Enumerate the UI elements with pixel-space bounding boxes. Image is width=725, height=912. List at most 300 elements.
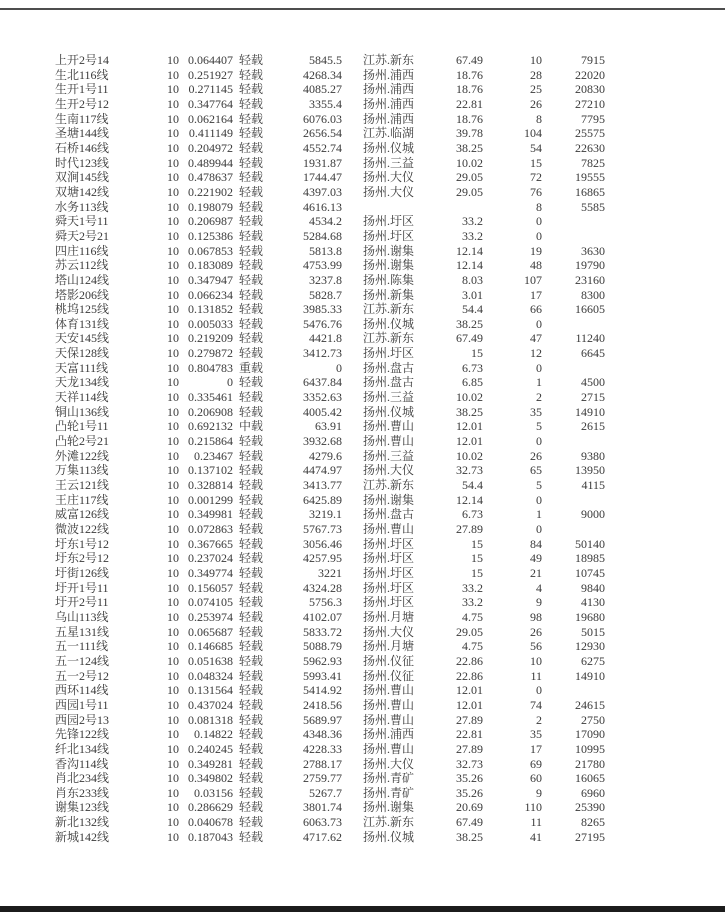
cell-ratio: 0.187043 [188, 829, 233, 844]
cell-load_status: 轻载 [239, 595, 264, 610]
cell-region: 扬州.新集 [363, 287, 415, 302]
table-row [55, 742, 605, 757]
cell-num4 [542, 214, 605, 229]
cell-load_status: 轻载 [239, 258, 264, 273]
cell-ratio: 0.347764 [188, 96, 233, 111]
cell-ratio: 0.062164 [188, 111, 233, 126]
cell-num1: 10 [167, 302, 179, 317]
cell-num1: 10 [167, 243, 179, 258]
table-row [55, 610, 605, 625]
table-row [55, 317, 605, 332]
cell-line_name: 纤北134线 [55, 741, 110, 756]
cell-count: 47 [530, 331, 542, 346]
table-row [55, 566, 605, 581]
cell-region: 扬州.圩区 [363, 565, 415, 580]
cell-num2: 4474.97 [303, 463, 342, 478]
cell-line_name: 舜天1号11 [55, 214, 109, 229]
cell-ratio: 0.367665 [188, 536, 233, 551]
cell-num3: 12.01 [456, 434, 483, 449]
cell-load_status: 轻载 [239, 478, 264, 493]
cell-line_name: 桃坞125线 [55, 302, 110, 317]
cell-ratio: 0.271145 [188, 82, 233, 97]
table-row [55, 258, 605, 273]
cell-region: 扬州.曹山 [363, 522, 415, 536]
cell-ratio: 0.051638 [188, 653, 233, 668]
cell-count: 10 [530, 53, 542, 67]
table-row [55, 346, 605, 361]
cell-region: 扬州.曹山 [363, 741, 415, 756]
cell-region: 江苏.新东 [363, 331, 415, 346]
cell-load_status: 轻载 [239, 551, 264, 566]
table-row [55, 288, 605, 303]
line-data-table [55, 53, 605, 844]
table-row [55, 493, 605, 508]
cell-num4 [542, 434, 605, 449]
cell-num3: 10.02 [456, 390, 483, 405]
cell-line_name: 圩东2号12 [55, 551, 110, 566]
cell-count: 0 [536, 228, 542, 243]
cell-num2: 5833.72 [303, 624, 342, 639]
cell-load_status: 轻载 [239, 228, 264, 243]
cell-ratio: 0.001299 [188, 492, 233, 507]
cell-num4: 10745 [575, 565, 605, 580]
cell-num2: 5414.92 [303, 683, 342, 698]
cell-line_name: 外滩122线 [55, 448, 110, 463]
cell-line_name: 四庄116线 [55, 243, 109, 258]
cell-load_status: 轻载 [239, 727, 264, 742]
cell-num3: 22.81 [456, 727, 483, 742]
cell-region: 扬州.圩区 [363, 536, 415, 551]
cell-num3: 6.85 [462, 375, 483, 390]
cell-num1: 10 [167, 639, 179, 654]
cell-num4: 8265 [581, 815, 605, 830]
cell-line_name: 水务113线 [55, 199, 109, 214]
cell-load_status: 轻载 [239, 536, 264, 551]
table-row [55, 405, 605, 420]
cell-load_status: 轻载 [239, 771, 264, 786]
cell-line_name: 凸轮2号21 [55, 434, 110, 449]
cell-ratio: 0.411149 [188, 126, 233, 141]
cell-load_status: 轻载 [239, 390, 264, 405]
cell-count: 1 [536, 375, 542, 390]
cell-region: 扬州.圩区 [363, 228, 415, 243]
cell-num4: 22020 [575, 67, 605, 82]
cell-line_name: 生开1号11 [55, 82, 109, 97]
cell-num3: 35.26 [456, 785, 483, 800]
cell-load_status: 轻载 [239, 67, 264, 82]
cell-ratio: 0.198079 [188, 199, 233, 214]
cell-num4: 19555 [575, 170, 605, 185]
cell-count: 35 [530, 404, 542, 419]
cell-num2: 1931.87 [303, 155, 342, 170]
cell-num2: 5993.41 [303, 668, 342, 683]
table-row [55, 698, 605, 713]
cell-num3 [430, 200, 483, 215]
cell-region: 江苏.新东 [363, 302, 415, 317]
cell-ratio: 0.156057 [188, 580, 233, 595]
cell-num3: 3.01 [462, 287, 483, 302]
cell-num4: 7795 [581, 111, 605, 126]
cell-num3: 67.49 [456, 331, 483, 346]
cell-count: 66 [530, 302, 542, 317]
cell-count: 0 [536, 316, 542, 331]
cell-num4: 20830 [575, 82, 605, 97]
cell-num1: 10 [167, 522, 179, 536]
cell-num4: 25575 [575, 126, 605, 141]
cell-num4: 9000 [581, 507, 605, 522]
cell-num1: 10 [167, 360, 179, 375]
cell-num1: 10 [167, 756, 179, 771]
table-row [55, 522, 605, 537]
cell-num1: 10 [167, 184, 179, 199]
cell-count: 41 [530, 829, 542, 844]
table-row [55, 551, 605, 566]
cell-num4: 2615 [581, 419, 605, 434]
cell-num1: 10 [167, 316, 179, 331]
cell-num3: 27.89 [456, 712, 483, 727]
cell-ratio: 0.804783 [188, 360, 233, 375]
cell-num3: 27.89 [456, 522, 483, 536]
table-row [55, 830, 605, 845]
cell-region: 扬州.谢集 [363, 492, 415, 507]
cell-num2: 5845.5 [309, 53, 342, 67]
cell-num3: 15 [471, 536, 483, 551]
cell-count: 19 [530, 243, 542, 258]
cell-load_status: 重载 [239, 360, 264, 375]
cell-region: 扬州.仪征 [363, 653, 415, 668]
cell-num1: 10 [167, 580, 179, 595]
cell-num1: 10 [167, 536, 179, 551]
cell-region: 扬州.圩区 [363, 551, 415, 566]
cell-num2: 4397.03 [303, 184, 342, 199]
cell-ratio: 0.066234 [188, 287, 233, 302]
cell-line_name: 五一2号12 [55, 668, 110, 683]
cell-load_status: 轻载 [239, 346, 264, 361]
cell-load_status: 轻载 [239, 785, 264, 800]
cell-region: 扬州.盘古 [363, 375, 415, 390]
cell-num3: 27.89 [456, 741, 483, 756]
cell-line_name: 微波122线 [55, 522, 110, 536]
cell-num4: 19790 [575, 258, 605, 273]
cell-num4: 2750 [581, 712, 605, 727]
cell-num2: 6425.89 [303, 492, 342, 507]
cell-num4: 5585 [581, 199, 605, 214]
cell-num4: 16065 [575, 771, 605, 786]
cell-load_status: 轻载 [239, 507, 264, 522]
cell-ratio: 0.23467 [194, 448, 233, 463]
cell-num2: 3932.68 [303, 434, 342, 449]
cell-num4: 9380 [581, 448, 605, 463]
cell-line_name: 天龙134线 [55, 375, 110, 390]
cell-region: 扬州.浦西 [363, 727, 415, 742]
cell-num3: 22.81 [456, 96, 483, 111]
cell-num1: 10 [167, 624, 179, 639]
cell-region: 扬州.三益 [363, 448, 415, 463]
cell-ratio: 0.347947 [188, 272, 233, 287]
top-horizontal-rule [0, 8, 725, 10]
cell-num3: 12.14 [456, 243, 483, 258]
cell-line_name: 生南117线 [55, 111, 109, 126]
cell-num3: 38.25 [456, 404, 483, 419]
cell-num2: 3219.1 [309, 507, 342, 522]
cell-num1: 10 [167, 96, 179, 111]
cell-ratio: 0.14822 [194, 727, 233, 742]
cell-load_status: 中载 [239, 419, 264, 434]
cell-num2: 4552.74 [303, 140, 342, 155]
cell-num4 [542, 317, 605, 332]
cell-count: 17 [530, 287, 542, 302]
cell-region: 江苏.新东 [363, 53, 415, 67]
table-row [55, 727, 605, 742]
cell-ratio: 0.219209 [188, 331, 233, 346]
cell-ratio: 0.067853 [188, 243, 233, 258]
cell-line_name: 凸轮1号11 [55, 419, 109, 434]
table-row [55, 214, 605, 229]
cell-count: 65 [530, 463, 542, 478]
table-row [55, 112, 605, 127]
cell-load_status: 轻载 [239, 741, 264, 756]
cell-num4 [542, 361, 605, 376]
cell-num2: 3801.74 [303, 800, 342, 815]
cell-num2: 6076.03 [303, 111, 342, 126]
cell-num4: 6275 [581, 653, 605, 668]
cell-num2: 3413.77 [303, 478, 342, 493]
cell-count: 8 [536, 111, 542, 126]
cell-num3: 20.69 [456, 800, 483, 815]
cell-ratio: 0.137102 [188, 463, 233, 478]
cell-load_status: 轻载 [239, 434, 264, 449]
cell-num4: 7825 [581, 155, 605, 170]
cell-num1: 10 [167, 478, 179, 493]
cell-region: 扬州.仪城 [363, 829, 415, 844]
cell-num1: 10 [167, 53, 179, 67]
cell-num1: 10 [167, 815, 179, 830]
cell-num1: 10 [167, 170, 179, 185]
cell-load_status: 轻载 [239, 609, 264, 624]
cell-line_name: 新北132线 [55, 815, 110, 830]
cell-num2: 3352.63 [303, 390, 342, 405]
cell-num3: 18.76 [456, 111, 483, 126]
cell-ratio: 0.286629 [188, 800, 233, 815]
cell-count: 26 [530, 624, 542, 639]
cell-num3: 12.14 [456, 492, 483, 507]
cell-num3: 33.2 [462, 595, 483, 610]
cell-num4: 27210 [575, 96, 605, 111]
cell-ratio: 0.065687 [188, 624, 233, 639]
table-row [55, 53, 605, 68]
cell-region: 扬州.曹山 [363, 434, 415, 449]
cell-count: 4 [536, 580, 542, 595]
cell-ratio: 0.074105 [188, 595, 233, 610]
cell-num4: 10995 [575, 741, 605, 756]
cell-num4: 25390 [575, 800, 605, 815]
cell-num3: 10.02 [456, 155, 483, 170]
cell-line_name: 五星131线 [55, 624, 110, 639]
cell-num4: 13950 [575, 463, 605, 478]
cell-line_name: 香沟114线 [55, 756, 109, 771]
cell-num1: 10 [167, 785, 179, 800]
cell-line_name: 圩街126线 [55, 565, 110, 580]
cell-num3: 6.73 [462, 360, 483, 375]
cell-line_name: 时代123线 [55, 155, 110, 170]
cell-num3: 4.75 [462, 609, 483, 624]
cell-num2: 2656.54 [303, 126, 342, 141]
table-row [55, 669, 605, 684]
cell-num1: 10 [167, 565, 179, 580]
cell-region: 扬州.三益 [363, 155, 415, 170]
cell-num3: 33.2 [462, 228, 483, 243]
cell-load_status: 轻载 [239, 170, 264, 185]
cell-load_status: 轻载 [239, 316, 264, 331]
cell-load_status: 轻载 [239, 829, 264, 844]
cell-num2: 3056.46 [303, 536, 342, 551]
cell-line_name: 威富126线 [55, 507, 110, 522]
cell-line_name: 上开2号14 [55, 53, 110, 67]
cell-ratio: 0.048324 [188, 668, 233, 683]
cell-num4: 22630 [575, 140, 605, 155]
cell-num2: 5267.7 [309, 785, 342, 800]
cell-num2: 6437.84 [303, 375, 342, 390]
cell-ratio: 0.146685 [188, 639, 233, 654]
cell-region: 扬州.大仪 [363, 756, 415, 771]
cell-region: 扬州.谢集 [363, 243, 415, 258]
cell-num3: 38.25 [456, 140, 483, 155]
cell-num1: 10 [167, 712, 179, 727]
cell-region: 扬州.谢集 [363, 800, 415, 815]
table-row [55, 419, 605, 434]
cell-count: 0 [536, 214, 542, 229]
cell-count: 28 [530, 67, 542, 82]
cell-line_name: 新城142线 [55, 829, 110, 844]
cell-num2: 5689.97 [303, 712, 342, 727]
cell-line_name: 王庄117线 [55, 492, 109, 507]
cell-num1: 10 [167, 668, 179, 683]
cell-num3: 29.05 [456, 624, 483, 639]
cell-num2: 4228.33 [303, 741, 342, 756]
cell-region: 扬州.大仪 [363, 170, 415, 185]
cell-region: 扬州.大仪 [363, 463, 415, 478]
cell-region: 扬州.三益 [363, 390, 415, 405]
cell-num1: 10 [167, 829, 179, 844]
cell-num3: 22.86 [456, 653, 483, 668]
cell-num1: 10 [167, 463, 179, 478]
cell-num3: 33.2 [462, 580, 483, 595]
cell-count: 9 [536, 595, 542, 610]
cell-region: 扬州.仪城 [363, 316, 415, 331]
cell-line_name: 西园2号13 [55, 712, 110, 727]
table-row [55, 244, 605, 259]
cell-ratio: 0.240245 [188, 741, 233, 756]
cell-num2: 5476.76 [303, 316, 342, 331]
cell-num1: 10 [167, 331, 179, 346]
cell-num2: 6063.73 [303, 815, 342, 830]
cell-num4: 4115 [581, 478, 605, 493]
cell-num3: 12.01 [456, 419, 483, 434]
cell-num3: 12.14 [456, 258, 483, 273]
cell-num3: 12.01 [456, 697, 483, 712]
cell-num2: 3237.8 [309, 272, 342, 287]
cell-load_status: 轻载 [239, 565, 264, 580]
cell-region: 扬州.盘古 [363, 360, 415, 375]
cell-region: 扬州.仪征 [363, 668, 415, 683]
table-row [55, 141, 605, 156]
cell-num3: 22.86 [456, 668, 483, 683]
cell-region: 扬州.陈集 [363, 272, 415, 287]
cell-region: 扬州.浦西 [363, 111, 415, 126]
cell-load_status: 轻载 [239, 756, 264, 771]
cell-line_name: 塔山124线 [55, 272, 110, 287]
cell-num2: 4268.34 [303, 67, 342, 82]
cell-line_name: 万集113线 [55, 463, 109, 478]
table-row [55, 771, 605, 786]
cell-num3: 32.73 [456, 756, 483, 771]
table-row [55, 786, 605, 801]
cell-num2: 1744.47 [303, 170, 342, 185]
cell-count: 74 [530, 697, 542, 712]
cell-count: 107 [524, 272, 542, 287]
cell-line_name: 生北116线 [55, 67, 109, 82]
cell-region: 扬州.浦西 [363, 82, 415, 97]
cell-num1: 10 [167, 140, 179, 155]
cell-num3: 33.2 [462, 214, 483, 229]
cell-line_name: 五一124线 [55, 653, 110, 668]
cell-num1: 10 [167, 346, 179, 361]
cell-ratio: 0.253974 [188, 609, 233, 624]
cell-ratio: 0.072863 [188, 522, 233, 536]
cell-num1: 10 [167, 492, 179, 507]
cell-ratio: 0.237024 [188, 551, 233, 566]
cell-load_status: 轻载 [239, 126, 264, 141]
cell-num3: 12.01 [456, 683, 483, 698]
cell-region: 江苏.临湖 [363, 126, 415, 141]
cell-load_status: 轻载 [239, 800, 264, 815]
cell-region: 扬州.青矿 [363, 771, 415, 786]
cell-region: 扬州.谢集 [363, 258, 415, 273]
cell-load_status: 轻载 [239, 82, 264, 97]
cell-count: 21 [530, 565, 542, 580]
cell-num4: 16605 [575, 302, 605, 317]
cell-count: 0 [536, 522, 542, 536]
cell-num4: 19680 [575, 609, 605, 624]
cell-num3: 54.4 [462, 302, 483, 317]
table-row [55, 229, 605, 244]
cell-num4: 3630 [581, 243, 605, 258]
cell-ratio: 0.251927 [188, 67, 233, 82]
cell-load_status: 轻载 [239, 214, 264, 229]
cell-load_status: 轻载 [239, 697, 264, 712]
cell-count: 2 [536, 712, 542, 727]
table-row [55, 713, 605, 728]
table-row [55, 375, 605, 390]
cell-num2: 4005.42 [303, 404, 342, 419]
cell-num2: 3985.33 [303, 302, 342, 317]
cell-num1: 10 [167, 67, 179, 82]
cell-count: 8 [536, 199, 542, 214]
table-row [55, 273, 605, 288]
table-row [55, 595, 605, 610]
cell-num2: 2759.77 [303, 771, 342, 786]
cell-num2: 63.91 [315, 419, 342, 434]
table-row [55, 581, 605, 596]
cell-num4: 18985 [575, 551, 605, 566]
cell-load_status: 轻载 [239, 111, 264, 126]
cell-region [342, 200, 430, 215]
cell-line_name: 五一111线 [55, 639, 109, 654]
cell-num1: 10 [167, 228, 179, 243]
cell-count: 15 [530, 155, 542, 170]
cell-ratio: 0.478637 [188, 170, 233, 185]
cell-ratio: 0.183089 [188, 258, 233, 273]
